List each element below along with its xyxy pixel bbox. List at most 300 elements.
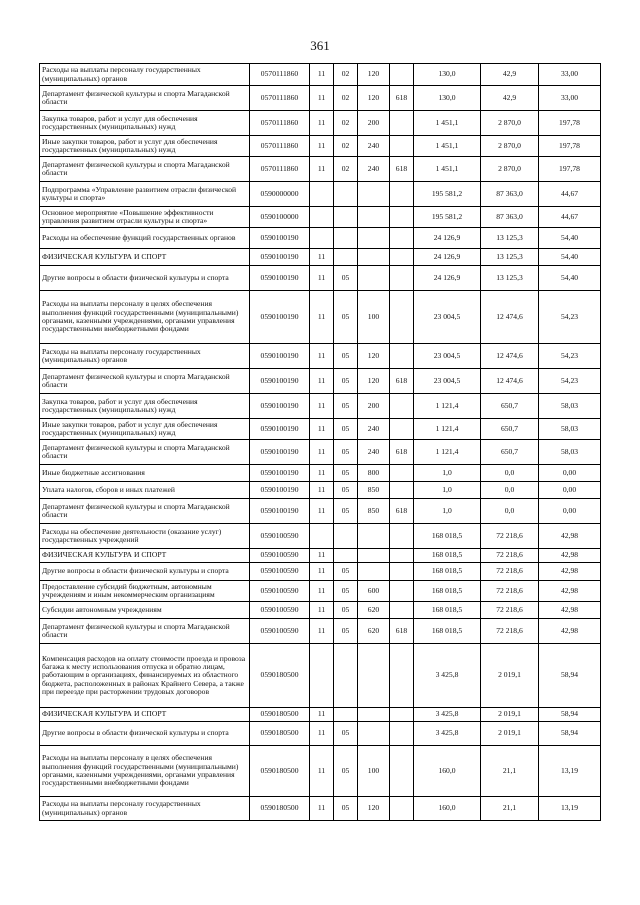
- row-plan-cell: 130,0: [414, 86, 481, 111]
- row-plan-cell: 3 425,8: [414, 708, 481, 722]
- row-plan-cell: 168 018,5: [414, 524, 481, 549]
- row-subsection-cell: [334, 644, 358, 708]
- row-expense-type-cell: 240: [358, 136, 390, 157]
- row-section-cell: 11: [310, 619, 334, 644]
- row-section-cell: 11: [310, 369, 334, 394]
- row-subsection-cell: 02: [334, 157, 358, 182]
- row-percent-cell: 58,03: [539, 394, 601, 419]
- row-actual-cell: 87 363,0: [481, 207, 539, 228]
- row-name-cell: Расходы на выплаты персоналу в целях обеспечения выполнения функций государственными (муниципальными) органами, казенными учреждениями, органами управления государственными внебюджетными фондами: [40, 746, 250, 797]
- row-subsection-cell: 05: [334, 394, 358, 419]
- row-expense-type-cell: 200: [358, 111, 390, 136]
- row-actual-cell: 72 218,6: [481, 581, 539, 602]
- table-row: [40, 207, 601, 228]
- row-code-cell: 0590100190: [250, 482, 310, 499]
- row-percent-cell: 58,03: [539, 440, 601, 465]
- budget-table: [39, 63, 601, 821]
- row-code-cell: 0590100000: [250, 207, 310, 228]
- row-name-cell: Департамент физической культуры и спорта Магаданской области: [40, 86, 250, 111]
- row-percent-cell: 44,67: [539, 207, 601, 228]
- row-percent-cell: 13,19: [539, 746, 601, 797]
- row-admin-code-cell: [390, 64, 414, 86]
- table-row: [40, 619, 601, 644]
- row-code-cell: 0590100190: [250, 249, 310, 266]
- row-actual-cell: 2 870,0: [481, 111, 539, 136]
- row-actual-cell: 2 870,0: [481, 136, 539, 157]
- row-plan-cell: 23 004,5: [414, 291, 481, 344]
- row-plan-cell: 1 121,4: [414, 394, 481, 419]
- row-actual-cell: 42,9: [481, 64, 539, 86]
- row-actual-cell: 87 363,0: [481, 182, 539, 207]
- row-actual-cell: 0,0: [481, 482, 539, 499]
- row-actual-cell: 72 218,6: [481, 619, 539, 644]
- table-row: [40, 344, 601, 369]
- row-percent-cell: 58,94: [539, 722, 601, 746]
- row-admin-code-cell: 618: [390, 619, 414, 644]
- row-section-cell: 11: [310, 549, 334, 563]
- row-name-cell: Подпрограмма «Управление развитием отрасли физической культуры и спорта»: [40, 182, 250, 207]
- row-percent-cell: 42,98: [539, 524, 601, 549]
- row-section-cell: 11: [310, 344, 334, 369]
- row-percent-cell: 58,03: [539, 419, 601, 440]
- row-subsection-cell: 05: [334, 465, 358, 482]
- row-name-cell: ФИЗИЧЕСКАЯ КУЛЬТУРА И СПОРТ: [40, 708, 250, 722]
- row-percent-cell: 42,98: [539, 581, 601, 602]
- row-code-cell: 0570111860: [250, 136, 310, 157]
- row-name-cell: Департамент физической культуры и спорта Магаданской области: [40, 157, 250, 182]
- row-section-cell: 11: [310, 266, 334, 291]
- row-admin-code-cell: [390, 182, 414, 207]
- table-row: [40, 465, 601, 482]
- row-name-cell: Другие вопросы в области физической культуры и спорта: [40, 266, 250, 291]
- row-admin-code-cell: [390, 581, 414, 602]
- row-code-cell: 0570111860: [250, 86, 310, 111]
- row-admin-code-cell: [390, 708, 414, 722]
- row-section-cell: 11: [310, 249, 334, 266]
- row-admin-code-cell: [390, 746, 414, 797]
- row-name-cell: Предоставление субсидий бюджетным, автономным учреждениям и иным некоммерческим организациям: [40, 581, 250, 602]
- row-admin-code-cell: 618: [390, 86, 414, 111]
- row-subsection-cell: [334, 524, 358, 549]
- row-name-cell: Расходы на выплаты персоналу в целях обеспечения выполнения функций государственными (муниципальными) органами, казенными учреждениями, органами управления государственными внебюджетными фондами: [40, 291, 250, 344]
- row-name-cell: Департамент физической культуры и спорта Магаданской области: [40, 369, 250, 394]
- row-expense-type-cell: [358, 563, 390, 581]
- row-plan-cell: 168 018,5: [414, 581, 481, 602]
- row-expense-type-cell: 800: [358, 465, 390, 482]
- row-code-cell: 0590100590: [250, 549, 310, 563]
- row-percent-cell: 13,19: [539, 797, 601, 821]
- row-admin-code-cell: [390, 344, 414, 369]
- row-plan-cell: 160,0: [414, 797, 481, 821]
- row-percent-cell: 54,40: [539, 249, 601, 266]
- row-actual-cell: 2 019,1: [481, 722, 539, 746]
- row-actual-cell: 13 125,3: [481, 249, 539, 266]
- row-code-cell: 0590100190: [250, 291, 310, 344]
- row-admin-code-cell: [390, 465, 414, 482]
- row-actual-cell: 21,1: [481, 797, 539, 821]
- row-code-cell: 0570111860: [250, 157, 310, 182]
- row-subsection-cell: 05: [334, 344, 358, 369]
- row-subsection-cell: 05: [334, 499, 358, 524]
- row-admin-code-cell: 618: [390, 440, 414, 465]
- row-expense-type-cell: [358, 708, 390, 722]
- row-admin-code-cell: [390, 644, 414, 708]
- table-row: [40, 440, 601, 465]
- row-section-cell: 11: [310, 482, 334, 499]
- row-code-cell: 0590100190: [250, 369, 310, 394]
- row-expense-type-cell: 120: [358, 797, 390, 821]
- row-subsection-cell: 05: [334, 419, 358, 440]
- row-plan-cell: 195 581,2: [414, 207, 481, 228]
- table-row: [40, 136, 601, 157]
- row-section-cell: 11: [310, 291, 334, 344]
- row-code-cell: 0590000000: [250, 182, 310, 207]
- table-row: [40, 291, 601, 344]
- row-subsection-cell: 05: [334, 581, 358, 602]
- row-subsection-cell: [334, 708, 358, 722]
- row-code-cell: 0590100190: [250, 419, 310, 440]
- row-plan-cell: 168 018,5: [414, 563, 481, 581]
- row-actual-cell: 13 125,3: [481, 228, 539, 249]
- row-expense-type-cell: 850: [358, 499, 390, 524]
- row-section-cell: 11: [310, 708, 334, 722]
- row-admin-code-cell: [390, 482, 414, 499]
- table-row: [40, 602, 601, 619]
- row-admin-code-cell: [390, 111, 414, 136]
- table-row: [40, 157, 601, 182]
- row-percent-cell: 33,00: [539, 64, 601, 86]
- row-actual-cell: 2 870,0: [481, 157, 539, 182]
- row-plan-cell: 3 425,8: [414, 722, 481, 746]
- row-percent-cell: 33,00: [539, 86, 601, 111]
- row-name-cell: Субсидии автономным учреждениям: [40, 602, 250, 619]
- row-section-cell: 11: [310, 746, 334, 797]
- row-section-cell: 11: [310, 465, 334, 482]
- row-subsection-cell: 05: [334, 369, 358, 394]
- row-plan-cell: 24 126,9: [414, 266, 481, 291]
- table-row: [40, 266, 601, 291]
- row-section-cell: 11: [310, 440, 334, 465]
- row-expense-type-cell: 600: [358, 581, 390, 602]
- row-percent-cell: 44,67: [539, 182, 601, 207]
- table-row: [40, 499, 601, 524]
- row-section-cell: 11: [310, 499, 334, 524]
- row-admin-code-cell: [390, 228, 414, 249]
- row-name-cell: Расходы на выплаты персоналу государственных (муниципальных) органов: [40, 344, 250, 369]
- row-plan-cell: 1,0: [414, 499, 481, 524]
- table-row: [40, 797, 601, 821]
- row-code-cell: 0590180500: [250, 644, 310, 708]
- row-admin-code-cell: [390, 722, 414, 746]
- row-actual-cell: 72 218,6: [481, 602, 539, 619]
- row-code-cell: 0590180500: [250, 746, 310, 797]
- row-code-cell: 0590100190: [250, 266, 310, 291]
- row-expense-type-cell: 120: [358, 86, 390, 111]
- row-admin-code-cell: [390, 394, 414, 419]
- row-subsection-cell: 05: [334, 440, 358, 465]
- row-section-cell: [310, 182, 334, 207]
- row-percent-cell: 54,23: [539, 369, 601, 394]
- row-plan-cell: 1 451,1: [414, 136, 481, 157]
- row-name-cell: ФИЗИЧЕСКАЯ КУЛЬТУРА И СПОРТ: [40, 549, 250, 563]
- row-name-cell: Другие вопросы в области физической культуры и спорта: [40, 722, 250, 746]
- row-expense-type-cell: 200: [358, 394, 390, 419]
- row-percent-cell: 54,40: [539, 228, 601, 249]
- row-section-cell: 11: [310, 797, 334, 821]
- table-row: [40, 746, 601, 797]
- row-name-cell: Департамент физической культуры и спорта Магаданской области: [40, 499, 250, 524]
- row-admin-code-cell: [390, 419, 414, 440]
- row-expense-type-cell: 240: [358, 419, 390, 440]
- row-percent-cell: 197,78: [539, 111, 601, 136]
- row-subsection-cell: 05: [334, 482, 358, 499]
- row-admin-code-cell: [390, 563, 414, 581]
- row-subsection-cell: [334, 549, 358, 563]
- row-section-cell: 11: [310, 602, 334, 619]
- row-percent-cell: 54,23: [539, 344, 601, 369]
- row-admin-code-cell: [390, 207, 414, 228]
- row-name-cell: Основное мероприятие «Повышение эффективности управления развитием отрасли культуры и спорта»: [40, 207, 250, 228]
- row-section-cell: 11: [310, 722, 334, 746]
- row-code-cell: 0590100190: [250, 440, 310, 465]
- row-plan-cell: 1,0: [414, 482, 481, 499]
- row-plan-cell: 1 451,1: [414, 111, 481, 136]
- row-name-cell: Компенсация расходов на оплату стоимости проезда и провоза багажа к месту использования отпуска и обратно лицам, работающим в организациях, финансируемых из областного бюджета, расположенных в районах Крайнего Севера, а также при переезде при расторжении трудовых договоров: [40, 644, 250, 708]
- row-admin-code-cell: [390, 136, 414, 157]
- row-subsection-cell: 02: [334, 86, 358, 111]
- row-plan-cell: 168 018,5: [414, 549, 481, 563]
- row-section-cell: 11: [310, 563, 334, 581]
- table-row: [40, 394, 601, 419]
- row-expense-type-cell: 240: [358, 440, 390, 465]
- row-expense-type-cell: 240: [358, 157, 390, 182]
- row-name-cell: Уплата налогов, сборов и иных платежей: [40, 482, 250, 499]
- row-plan-cell: 195 581,2: [414, 182, 481, 207]
- row-admin-code-cell: [390, 797, 414, 821]
- row-name-cell: ФИЗИЧЕСКАЯ КУЛЬТУРА И СПОРТ: [40, 249, 250, 266]
- row-actual-cell: 21,1: [481, 746, 539, 797]
- row-percent-cell: 42,98: [539, 602, 601, 619]
- row-percent-cell: 58,94: [539, 644, 601, 708]
- row-section-cell: 11: [310, 581, 334, 602]
- row-percent-cell: 42,98: [539, 619, 601, 644]
- row-plan-cell: 168 018,5: [414, 602, 481, 619]
- row-section-cell: 11: [310, 157, 334, 182]
- row-expense-type-cell: [358, 266, 390, 291]
- row-subsection-cell: [334, 182, 358, 207]
- page-number: 361: [310, 38, 330, 53]
- row-plan-cell: 24 126,9: [414, 228, 481, 249]
- table-row: [40, 249, 601, 266]
- row-plan-cell: 1 451,1: [414, 157, 481, 182]
- table-row: [40, 369, 601, 394]
- row-section-cell: 11: [310, 419, 334, 440]
- row-subsection-cell: [334, 228, 358, 249]
- row-expense-type-cell: 120: [358, 369, 390, 394]
- row-actual-cell: 42,9: [481, 86, 539, 111]
- row-code-cell: 0590100590: [250, 524, 310, 549]
- table-row: [40, 64, 601, 86]
- row-percent-cell: 0,00: [539, 465, 601, 482]
- row-plan-cell: 1 121,4: [414, 419, 481, 440]
- row-section-cell: 11: [310, 86, 334, 111]
- row-code-cell: 0590100590: [250, 563, 310, 581]
- row-admin-code-cell: 618: [390, 499, 414, 524]
- row-name-cell: Другие вопросы в области физической культуры и спорта: [40, 563, 250, 581]
- row-expense-type-cell: [358, 228, 390, 249]
- row-code-cell: 0590180500: [250, 708, 310, 722]
- row-name-cell: Иные закупки товаров, работ и услуг для обеспечения государственных (муниципальных) нужд: [40, 419, 250, 440]
- row-name-cell: Расходы на обеспечение функций государственных органов: [40, 228, 250, 249]
- row-subsection-cell: [334, 207, 358, 228]
- row-expense-type-cell: 100: [358, 291, 390, 344]
- row-expense-type-cell: 120: [358, 344, 390, 369]
- row-name-cell: Иные бюджетные ассигнования: [40, 465, 250, 482]
- row-code-cell: 0590100590: [250, 581, 310, 602]
- row-actual-cell: 0,0: [481, 499, 539, 524]
- row-expense-type-cell: [358, 182, 390, 207]
- row-subsection-cell: 02: [334, 111, 358, 136]
- row-name-cell: Расходы на обеспечение деятельности (оказание услуг) государственных учреждений: [40, 524, 250, 549]
- row-subsection-cell: 05: [334, 291, 358, 344]
- row-code-cell: 0590100190: [250, 228, 310, 249]
- row-section-cell: 11: [310, 111, 334, 136]
- row-expense-type-cell: [358, 644, 390, 708]
- table-row: [40, 581, 601, 602]
- row-section-cell: [310, 207, 334, 228]
- table-row: [40, 482, 601, 499]
- row-section-cell: [310, 644, 334, 708]
- row-actual-cell: 650,7: [481, 419, 539, 440]
- row-plan-cell: 168 018,5: [414, 619, 481, 644]
- table-row: [40, 549, 601, 563]
- table-row: [40, 708, 601, 722]
- row-actual-cell: 13 125,3: [481, 266, 539, 291]
- row-plan-cell: 23 004,5: [414, 344, 481, 369]
- row-subsection-cell: 05: [334, 797, 358, 821]
- table-row: [40, 722, 601, 746]
- row-admin-code-cell: [390, 524, 414, 549]
- row-actual-cell: 650,7: [481, 394, 539, 419]
- row-percent-cell: 0,00: [539, 499, 601, 524]
- row-name-cell: Расходы на выплаты персоналу государственных (муниципальных) органов: [40, 64, 250, 86]
- row-code-cell: 0590100190: [250, 394, 310, 419]
- row-subsection-cell: 05: [334, 722, 358, 746]
- row-expense-type-cell: [358, 249, 390, 266]
- row-section-cell: 11: [310, 394, 334, 419]
- row-plan-cell: 1,0: [414, 465, 481, 482]
- row-percent-cell: 54,23: [539, 291, 601, 344]
- row-actual-cell: 2 019,1: [481, 708, 539, 722]
- row-subsection-cell: [334, 249, 358, 266]
- row-subsection-cell: 02: [334, 64, 358, 86]
- row-admin-code-cell: 618: [390, 369, 414, 394]
- row-section-cell: 11: [310, 64, 334, 86]
- table-row: [40, 228, 601, 249]
- table-row: [40, 86, 601, 111]
- row-actual-cell: 12 474,6: [481, 291, 539, 344]
- row-section-cell: [310, 524, 334, 549]
- row-subsection-cell: 02: [334, 136, 358, 157]
- row-admin-code-cell: [390, 549, 414, 563]
- row-actual-cell: 72 218,6: [481, 563, 539, 581]
- table-row: [40, 419, 601, 440]
- row-expense-type-cell: [358, 207, 390, 228]
- row-expense-type-cell: 850: [358, 482, 390, 499]
- row-actual-cell: 72 218,6: [481, 524, 539, 549]
- table-row: [40, 182, 601, 207]
- row-code-cell: 0590100590: [250, 602, 310, 619]
- row-name-cell: Департамент физической культуры и спорта Магаданской области: [40, 619, 250, 644]
- row-name-cell: Департамент физической культуры и спорта Магаданской области: [40, 440, 250, 465]
- row-percent-cell: 54,40: [539, 266, 601, 291]
- row-admin-code-cell: [390, 266, 414, 291]
- row-section-cell: [310, 228, 334, 249]
- row-expense-type-cell: 620: [358, 619, 390, 644]
- table-row: [40, 111, 601, 136]
- row-expense-type-cell: [358, 549, 390, 563]
- row-admin-code-cell: [390, 602, 414, 619]
- row-admin-code-cell: 618: [390, 157, 414, 182]
- row-code-cell: 0570111860: [250, 111, 310, 136]
- row-name-cell: Иные закупки товаров, работ и услуг для обеспечения государственных (муниципальных) нужд: [40, 136, 250, 157]
- row-code-cell: 0590100190: [250, 344, 310, 369]
- row-subsection-cell: 05: [334, 563, 358, 581]
- row-actual-cell: 650,7: [481, 440, 539, 465]
- row-subsection-cell: 05: [334, 746, 358, 797]
- table-row: [40, 563, 601, 581]
- row-actual-cell: 2 019,1: [481, 644, 539, 708]
- row-percent-cell: 58,94: [539, 708, 601, 722]
- row-percent-cell: 0,00: [539, 482, 601, 499]
- row-percent-cell: 197,78: [539, 136, 601, 157]
- row-code-cell: 0590100190: [250, 499, 310, 524]
- row-plan-cell: 24 126,9: [414, 249, 481, 266]
- row-code-cell: 0590180500: [250, 722, 310, 746]
- row-subsection-cell: 05: [334, 619, 358, 644]
- row-plan-cell: 130,0: [414, 64, 481, 86]
- row-actual-cell: 12 474,6: [481, 344, 539, 369]
- row-code-cell: 0590100590: [250, 619, 310, 644]
- row-plan-cell: 1 121,4: [414, 440, 481, 465]
- row-name-cell: Расходы на выплаты персоналу государственных (муниципальных) органов: [40, 797, 250, 821]
- row-plan-cell: 23 004,5: [414, 369, 481, 394]
- row-name-cell: Закупка товаров, работ и услуг для обеспечения государственных (муниципальных) нужд: [40, 394, 250, 419]
- row-code-cell: 0590100190: [250, 465, 310, 482]
- table-row: [40, 524, 601, 549]
- row-percent-cell: 197,78: [539, 157, 601, 182]
- row-expense-type-cell: [358, 524, 390, 549]
- row-code-cell: 0570111860: [250, 64, 310, 86]
- row-plan-cell: 160,0: [414, 746, 481, 797]
- row-actual-cell: 12 474,6: [481, 369, 539, 394]
- row-subsection-cell: 05: [334, 602, 358, 619]
- row-percent-cell: 42,98: [539, 563, 601, 581]
- row-actual-cell: 72 218,6: [481, 549, 539, 563]
- row-plan-cell: 3 425,8: [414, 644, 481, 708]
- row-admin-code-cell: [390, 249, 414, 266]
- row-expense-type-cell: [358, 722, 390, 746]
- row-admin-code-cell: [390, 291, 414, 344]
- row-expense-type-cell: 100: [358, 746, 390, 797]
- row-subsection-cell: 05: [334, 266, 358, 291]
- row-expense-type-cell: 120: [358, 64, 390, 86]
- row-code-cell: 0590180500: [250, 797, 310, 821]
- row-actual-cell: 0,0: [481, 465, 539, 482]
- row-section-cell: 11: [310, 136, 334, 157]
- row-percent-cell: 42,98: [539, 549, 601, 563]
- row-name-cell: Закупка товаров, работ и услуг для обеспечения государственных (муниципальных) нужд: [40, 111, 250, 136]
